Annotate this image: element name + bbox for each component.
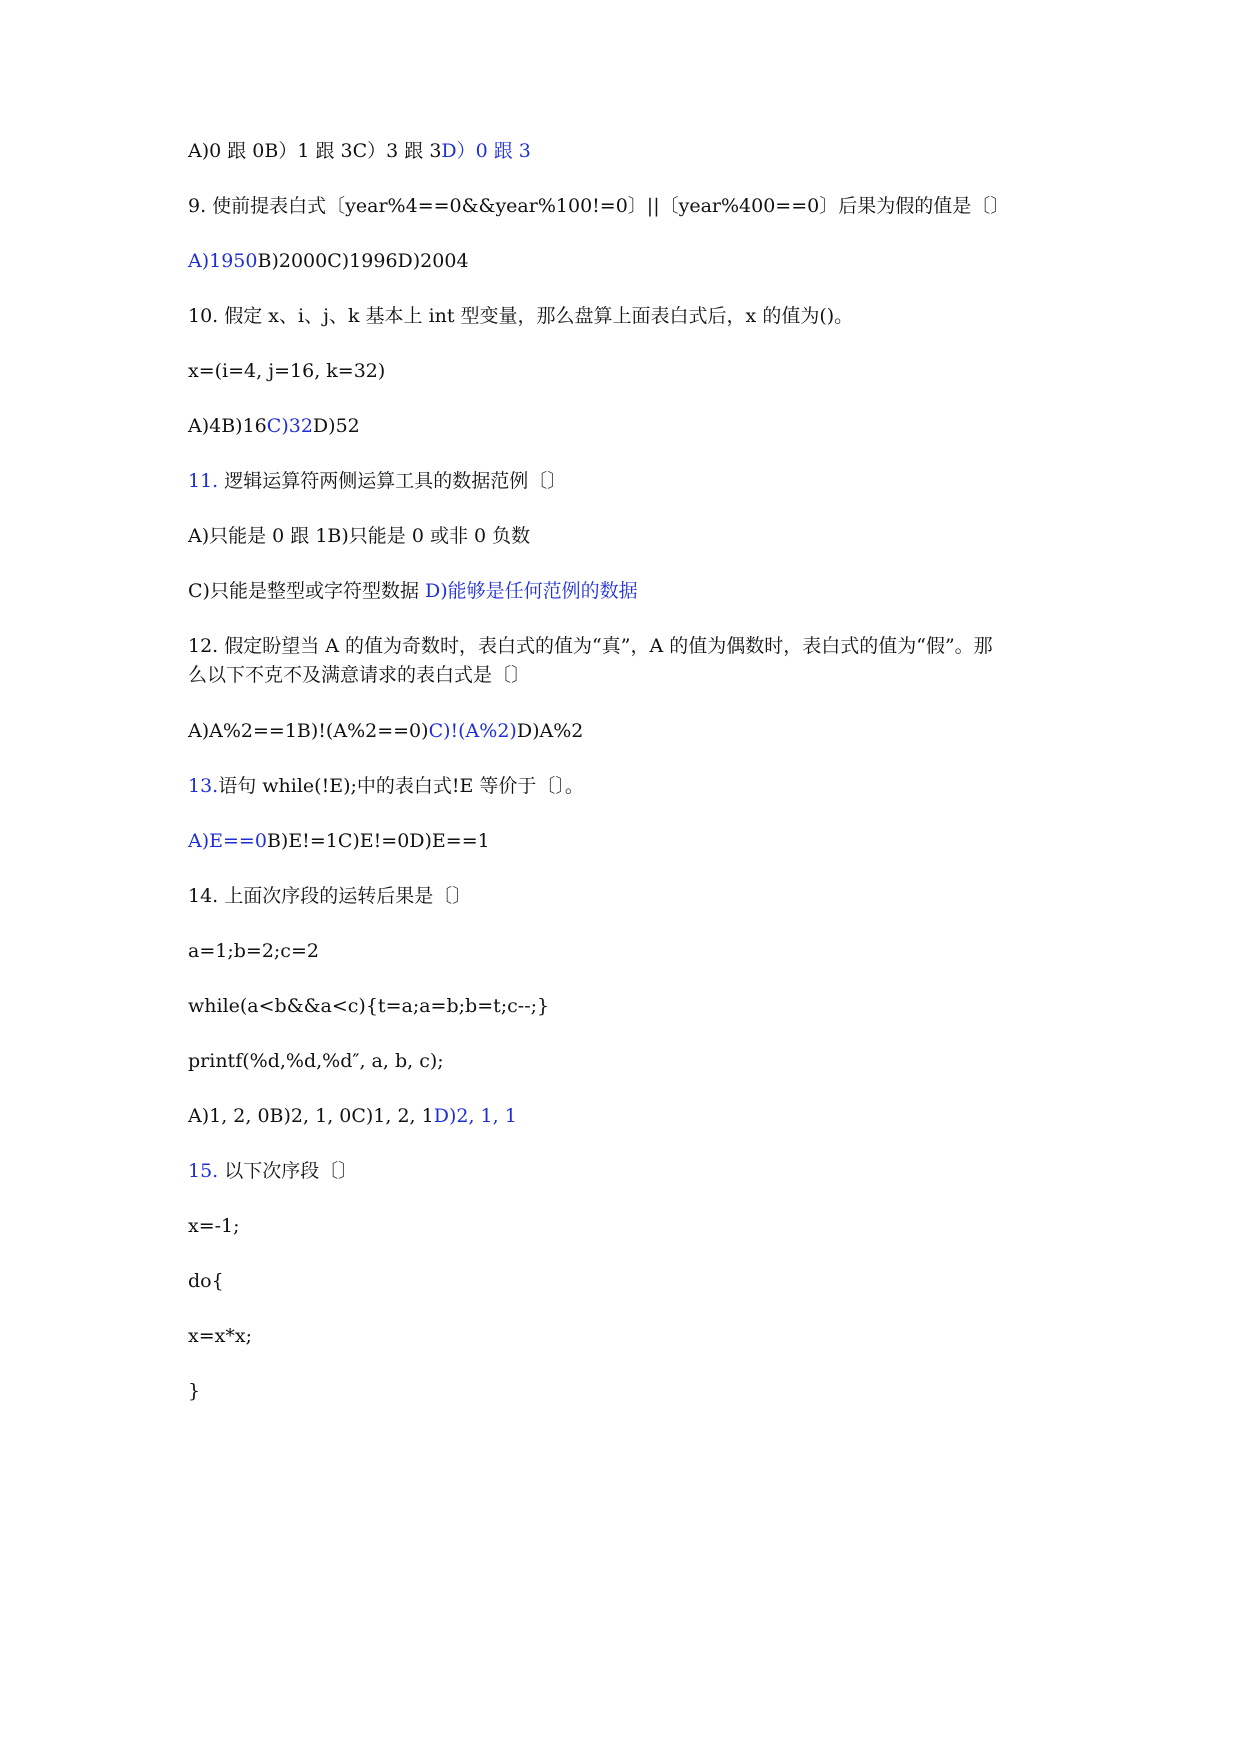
answer-options-q11-cont xyxy=(188,576,638,606)
code-line xyxy=(188,936,319,966)
question-12-cont xyxy=(188,660,530,690)
question-10 xyxy=(188,301,853,331)
code-text: while(a<b&&a<c){t=a;a=b;b=t;c--;} xyxy=(188,995,550,1017)
code-line xyxy=(188,356,385,386)
correct-answer: D)2, 1, 1 xyxy=(433,1105,517,1127)
code-line xyxy=(188,1376,200,1406)
correct-answer: C)!(A%2) xyxy=(428,720,517,742)
correct-answer: D)能够是任何范例的数据 xyxy=(425,580,638,602)
question-text: 10. 假定 x、i、j、k 基本上 int 型变量，那么盘算上面表白式后，x 的值为()。 xyxy=(188,305,854,327)
code-line xyxy=(188,991,549,1021)
question-9 xyxy=(188,191,1009,221)
question-13 xyxy=(188,771,584,801)
correct-answer: A)E==0 xyxy=(188,830,267,852)
code-line xyxy=(188,1211,240,1241)
option-text: A)只能是 0 跟 1B)只能是 0 或非 0 负数 xyxy=(188,525,531,547)
code-text: printf(%d,%d,%d″, a, b, c); xyxy=(188,1050,444,1072)
question-14 xyxy=(188,881,471,911)
option-text: A)1, 2, 0B)2, 1, 0C)1, 2, 1 xyxy=(188,1105,434,1127)
option-text: D)52 xyxy=(312,415,360,437)
question-number: 15. xyxy=(188,1160,219,1182)
question-text: 逻辑运算符两侧运算工具的数据范例〔〕 xyxy=(218,470,567,492)
code-text: } xyxy=(188,1380,201,1402)
correct-answer: D）0 跟 3 xyxy=(441,140,531,162)
code-text: x=-1; xyxy=(188,1215,240,1237)
question-text: 12. 假定盼望当 A 的值为奇数时，表白式的值为“真”，A 的值为偶数时，表白式的值为“假”。那 xyxy=(188,635,993,657)
question-text: 14. 上面次序段的运转后果是〔〕 xyxy=(188,885,472,907)
option-text: B)E!=1C)E!=0D)E==1 xyxy=(266,830,490,852)
code-text: x=(i=4, j=16, k=32) xyxy=(188,360,386,382)
option-text: A)4B)16 xyxy=(188,415,267,437)
question-text: 以下次序段〔〕 xyxy=(218,1160,358,1182)
option-text: C)只能是整型或字符型数据 xyxy=(188,580,425,602)
question-11 xyxy=(188,466,566,496)
code-line xyxy=(188,1266,224,1296)
correct-answer: C)32 xyxy=(266,415,313,437)
question-number: 11. xyxy=(188,470,219,492)
answer-options-q9 xyxy=(188,246,469,276)
question-15 xyxy=(188,1156,357,1186)
question-12 xyxy=(188,631,993,661)
option-text: D)A%2 xyxy=(516,720,584,742)
code-line xyxy=(188,1321,252,1351)
answer-options-q11 xyxy=(188,521,530,551)
option-text: A)A%2==1B)!(A%2==0) xyxy=(188,720,429,742)
code-text: a=1;b=2;c=2 xyxy=(188,940,319,962)
answer-options-q13 xyxy=(188,826,490,856)
answer-options-q12 xyxy=(188,716,583,746)
answer-options-q14 xyxy=(188,1101,517,1131)
code-line xyxy=(188,1046,444,1076)
option-text: B)2000C)1996D)2004 xyxy=(257,250,469,272)
correct-answer: A)1950 xyxy=(188,250,258,272)
answer-options-q8 xyxy=(188,136,531,166)
answer-options-q10 xyxy=(188,411,360,441)
question-number: 13. xyxy=(188,775,219,797)
code-text: x=x*x; xyxy=(188,1325,252,1347)
question-text: 语句 while(!E);中的表白式!E 等价于〔〕。 xyxy=(218,775,584,797)
code-text: do{ xyxy=(188,1270,224,1292)
option-text: A)0 跟 0B）1 跟 3C）3 跟 3 xyxy=(188,140,442,162)
question-text: 么以下不克不及满意请求的表白式是〔〕 xyxy=(188,664,531,686)
question-text: 9. 使前提表白式〔year%4==0&&year%100!=0〕||〔year%400==0〕后果为假的值是〔〕 xyxy=(188,195,1010,217)
